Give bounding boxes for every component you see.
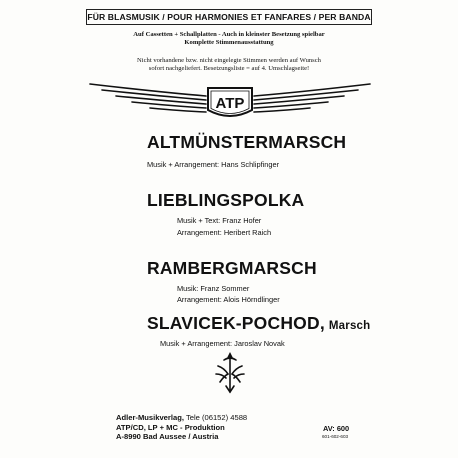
publisher-line-1 bbox=[116, 413, 247, 423]
publisher-phone: Tele (06152) 4588 bbox=[185, 413, 248, 422]
header-banner-text: FÜR BLASMUSIK / POUR HARMONIES ET FANFARES / PER BANDA bbox=[87, 12, 371, 22]
eagle-arrow-emblem bbox=[212, 352, 248, 396]
piece-credit: Arrangement: Alois Hörndlinger bbox=[177, 295, 280, 304]
atp-logo-icon bbox=[88, 80, 372, 122]
piece-credit: Musik: Franz Sommer bbox=[177, 284, 250, 293]
piece-title-text: SLAVICEK-POCHOD, bbox=[147, 313, 325, 333]
piece-title-text: LIEBLINGSPOLKA bbox=[147, 190, 305, 210]
piece-credit: Musik + Arrangement: Jaroslav Novak bbox=[160, 339, 285, 348]
piece-title-text: ALTMÜNSTERMARSCH bbox=[147, 132, 347, 152]
atp-logo-emblem bbox=[88, 80, 372, 122]
piece-title-text: RAMBERGMARSCH bbox=[147, 258, 317, 278]
publisher-name: Adler-Musikverlag, bbox=[116, 413, 184, 422]
piece-title-suffix: Marsch bbox=[328, 320, 371, 332]
piece-title bbox=[147, 132, 346, 152]
piece-credit: Arrangement: Heribert Raich bbox=[177, 228, 272, 237]
performance-note bbox=[0, 31, 458, 47]
parts-note-line-2: sofort nachgeliefert. Besetzungsliste = auf 4. Umschlagseite! bbox=[148, 65, 310, 72]
parts-note bbox=[0, 57, 458, 73]
publisher-address: A-8990 Bad Aussee / Austria bbox=[116, 432, 219, 442]
performance-note-line-2: Komplette Stimmenausstattung bbox=[184, 39, 274, 46]
eagle-arrow-icon bbox=[212, 352, 248, 396]
piece-credit: Musik + Arrangement: Hans Schlipfinger bbox=[147, 160, 280, 169]
parts-note-line-1: Nicht vorhandene bzw. nicht eingelegte Stimmen werden auf Wunsch bbox=[137, 57, 321, 64]
publisher-block bbox=[116, 413, 247, 442]
atp-logo-letters: ATP bbox=[215, 95, 245, 112]
performance-note-line-1: Auf Cassetten + Schallplatten - Auch in kleinster Besetzung spielbar bbox=[133, 31, 325, 38]
av-codes: 601-602-603 bbox=[322, 434, 349, 439]
header-banner bbox=[86, 9, 372, 25]
publisher-production: ATP/CD, LP + MC - Produktion bbox=[116, 422, 225, 432]
piece-credit: Musik + Text: Franz Hofer bbox=[177, 216, 262, 225]
piece-title bbox=[147, 190, 304, 210]
av-number: AV: 600 bbox=[323, 424, 350, 433]
piece-title bbox=[147, 313, 370, 336]
piece-title bbox=[147, 258, 317, 278]
